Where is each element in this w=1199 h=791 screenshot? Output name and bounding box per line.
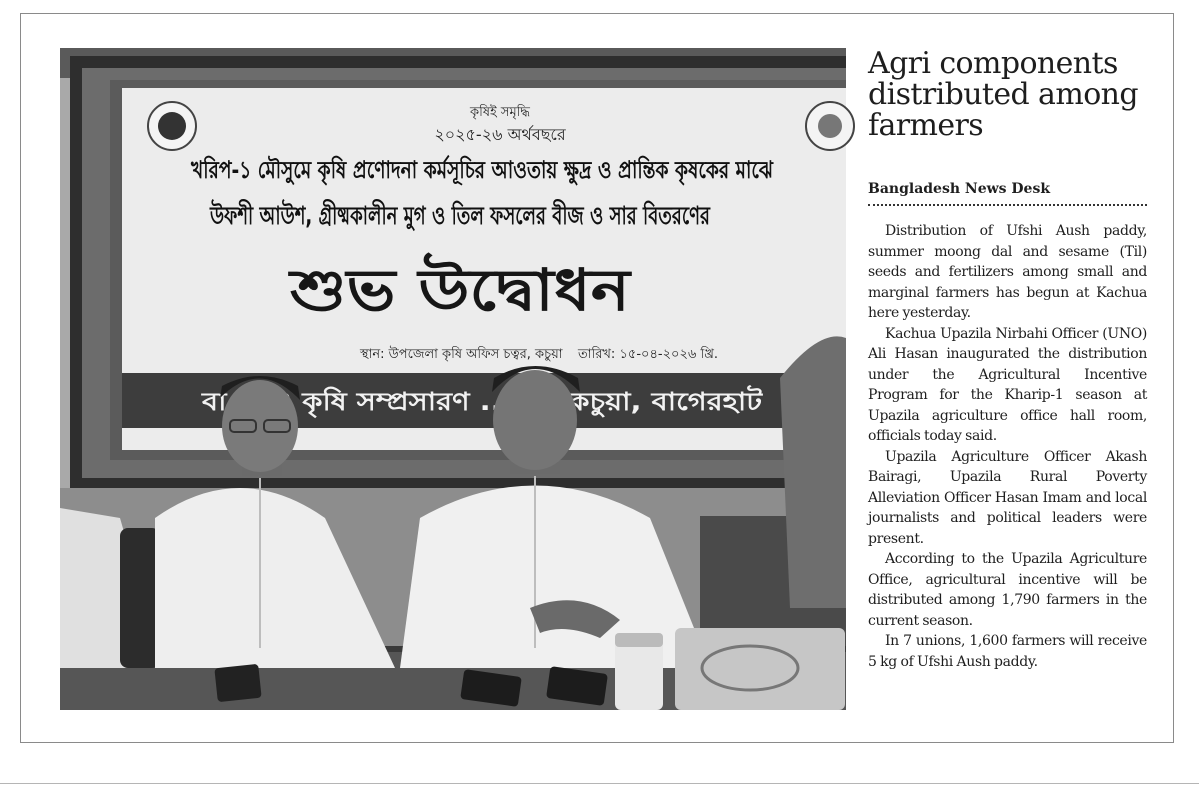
article-paragraph: Distribution of Ufshi Aush paddy, summer moong dal and sesame (Til) seeds and fertilizers among small and marginal farmers has begun at Kachua here yesterday. — [868, 223, 1147, 321]
article-headline: Agri components distributed among farmers — [868, 46, 1138, 143]
news-photo — [60, 48, 941, 710]
banner-program-line: খরিপ-১ মৌসুমে কৃষি প্রণোদনা কর্মসূচির আওতায় ক্ষুদ্র ও প্রান্তিক কৃষকের মাঝে — [191, 156, 941, 184]
banner-distribution-line: উফশী আউশ, গ্রীষ্মকালীন মুগ ও তিল ফসলের বীজ ও সার বিতরণের — [210, 201, 901, 230]
banner-date: তারিখ: ১৫-০৪-২০২৬ খ্রি. — [578, 347, 719, 362]
article-paragraph: In 7 unions, 1,600 farmers will receive 5 kg of Ufshi Aush paddy. — [868, 633, 1147, 670]
article-paragraph: Upazila Agriculture Officer Akash Bairagi, Upazila Rural Poverty Alleviation Officer Hasan Imam and local journalists and political leaders were present. — [868, 448, 1147, 547]
article-body — [868, 221, 1147, 672]
banner-fiscal-year: ২০২৫-২৬ অর্থবছরে — [434, 125, 566, 144]
banner-slogan: কৃষিই সমৃদ্ধি — [470, 105, 530, 120]
banner-venue: স্থান: উপজেলা কৃষি অফিস চত্বর, কচুয়া — [360, 347, 563, 362]
article-byline: Bangladesh News Desk — [868, 180, 1147, 206]
govt-emblem-left — [148, 102, 196, 150]
dae-logo-right — [806, 102, 854, 150]
banner-organizer: বা...নঃ কৃষি সম্প্রসারণ ...পুর, কচুয়া, বাগেরহাট — [202, 387, 686, 416]
article-paragraph: Kachua Upazila Nirbahi Officer (UNO) Ali Hasan inaugurated the distribution under the Agricultural Incentive Program for the Kharip-1 season at Upazila agriculture office hall room, officials today said. — [868, 325, 1147, 444]
news-article — [868, 48, 1147, 672]
page-bottom-rule — [0, 783, 1199, 784]
article-paragraph: According to the Upazila Agriculture Office, agricultural incentive will be distributed among 1,790 farmers in the current season. — [868, 551, 1147, 629]
banner-inauguration-title: শুভ উদ্বোধন — [290, 256, 591, 324]
